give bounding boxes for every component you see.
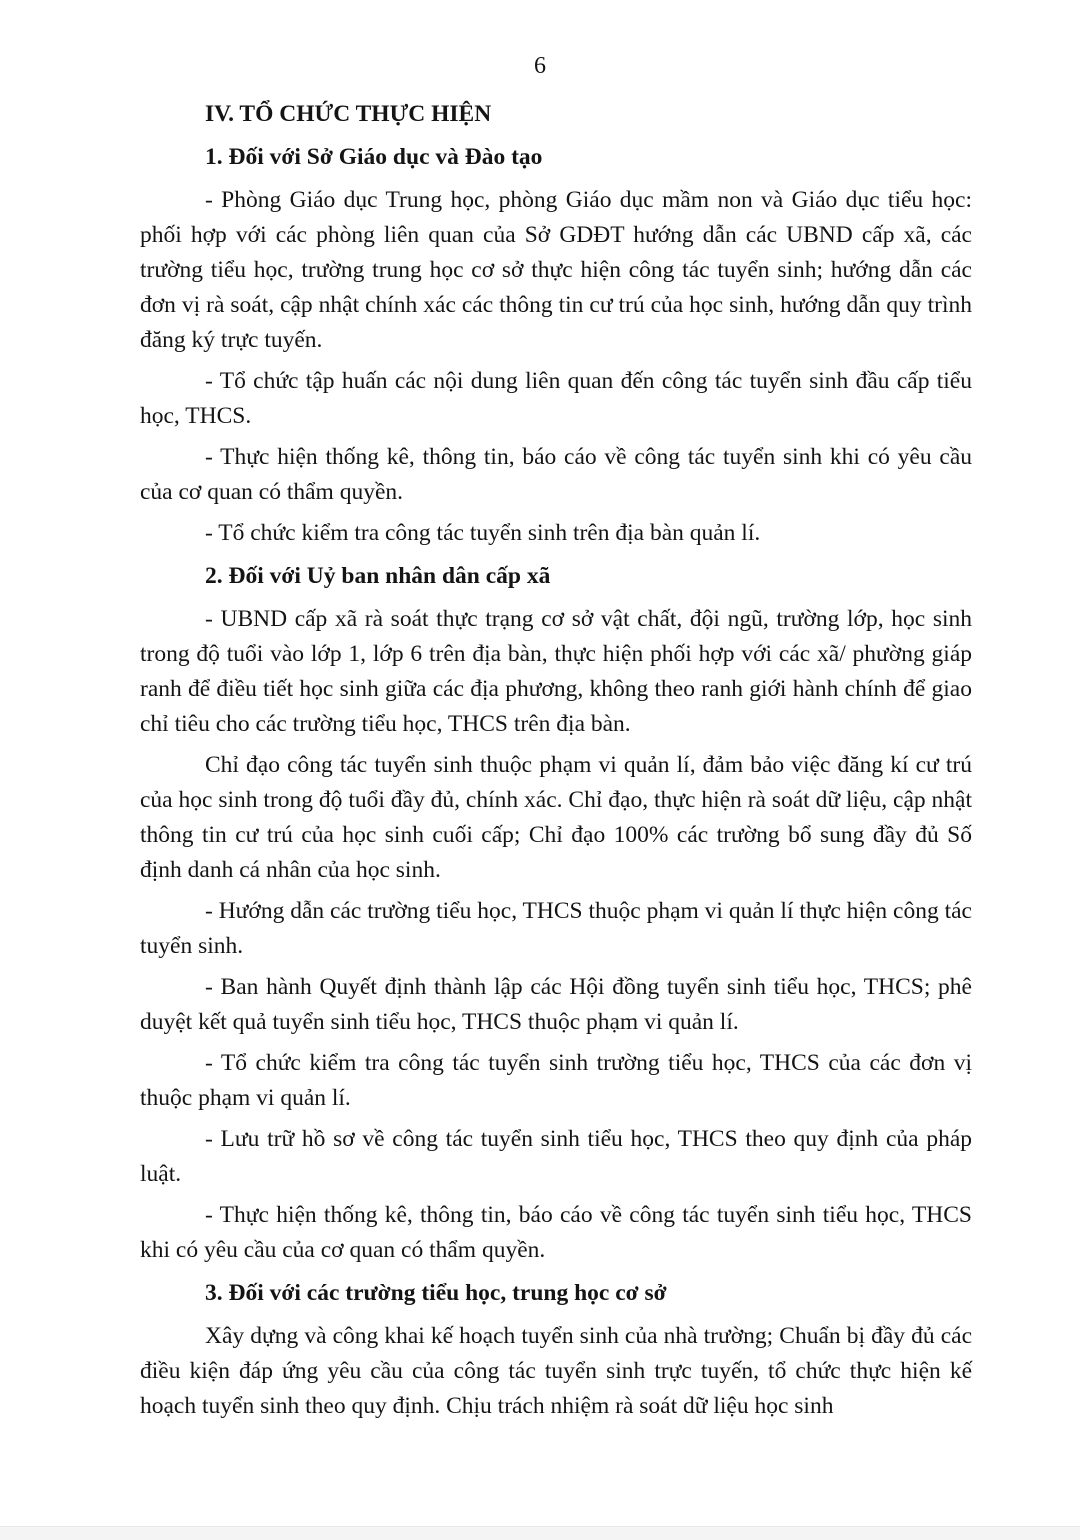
paragraph-inspection: - Tổ chức kiểm tra công tác tuyển sinh trên địa bàn quản lí.: [205, 520, 761, 546]
paragraph-dept-coordination: - Phòng Giáo dục Trung học, phòng Giáo dục mầm non và Giáo dục tiểu học: phối hợp với các phòng liên quan của Sở GDĐT hướng dẫn các UBND cấp xã, các trường tiểu học, trường trung học cơ sở thực hiện công tác tuyển sinh; hướng dẫn các đơn vị rà soát, cập nhật chính xác các thông tin cư trú của học sinh, hướng dẫn quy trình đăng ký trực tuyến.: [140, 187, 972, 353]
paragraph-archive-records: - Lưu trữ hồ sơ về công tác tuyển sinh tiểu học, THCS theo quy định của pháp luật.: [140, 1126, 972, 1187]
subsection-heading-2: 2. Đối với Uỷ ban nhân dân cấp xã: [205, 563, 551, 589]
paragraph-school-plan: Xây dựng và công khai kế hoạch tuyển sinh của nhà trường; Chuẩn bị đầy đủ các điều kiện đáp ứng yêu cầu của công tác tuyển sinh trực tuyến, tổ chức thực hiện kế hoạch tuyển sinh theo quy định. Chịu trách nhiệm rà soát dữ liệu học sinh: [140, 1323, 972, 1419]
subsection-heading-1: 1. Đối với Sở Giáo dục và Đào tạo: [205, 144, 543, 170]
paragraph-residence-data: Chỉ đạo công tác tuyển sinh thuộc phạm vi quản lí, đảm bảo việc đăng kí cư trú của học sinh trong độ tuổi đầy đủ, chính xác. Chỉ đạo, thực hiện rà soát dữ liệu, cập nhật thông tin cư trú của học sinh cuối cấp; Chỉ đạo 100% các trường bổ sung đầy đủ Số định danh cá nhân của học sinh.: [140, 752, 972, 883]
subsection-heading-3: 3. Đối với các trường tiểu học, trung học cơ sở: [205, 1280, 667, 1306]
paragraph-statistics-report: - Thực hiện thống kê, thông tin, báo cáo về công tác tuyển sinh khi có yêu cầu của cơ quan có thẩm quyền.: [140, 444, 972, 505]
document-content: [0, 97, 1080, 1424]
paragraph-guide-schools: - Hướng dẫn các trường tiểu học, THCS thuộc phạm vi quản lí thực hiện công tác tuyển sinh.: [140, 898, 972, 959]
page-edge-strip: [0, 1526, 1080, 1540]
page-number: 6: [534, 53, 546, 79]
paragraph-establish-councils: - Ban hành Quyết định thành lập các Hội đồng tuyển sinh tiểu học, THCS; phê duyệt kết quả tuyển sinh tiểu học, THCS thuộc phạm vi quản lí.: [140, 974, 972, 1035]
paragraph-ubnd-review: - UBND cấp xã rà soát thực trạng cơ sở vật chất, đội ngũ, trường lớp, học sinh trong độ tuổi vào lớp 1, lớp 6 trên địa bàn, thực hiện phối hợp với các xã/ phường giáp ranh để điều tiết học sinh giữa các địa phương, không theo ranh giới hành chính để giao chỉ tiêu cho các trường tiểu học, THCS trên địa bàn.: [140, 606, 972, 737]
section-heading-iv: IV. TỔ CHỨC THỰC HIỆN: [205, 101, 492, 127]
paragraph-inspect-schools: - Tổ chức kiểm tra công tác tuyển sinh trường tiểu học, THCS của các đơn vị thuộc phạm vi quản lí.: [140, 1050, 972, 1111]
paragraph-report-on-request: - Thực hiện thống kê, thông tin, báo cáo về công tác tuyển sinh tiểu học, THCS khi có yêu cầu của cơ quan có thẩm quyền.: [140, 1202, 972, 1263]
paragraph-training: - Tổ chức tập huấn các nội dung liên quan đến công tác tuyển sinh đầu cấp tiểu học, THCS.: [140, 368, 972, 429]
